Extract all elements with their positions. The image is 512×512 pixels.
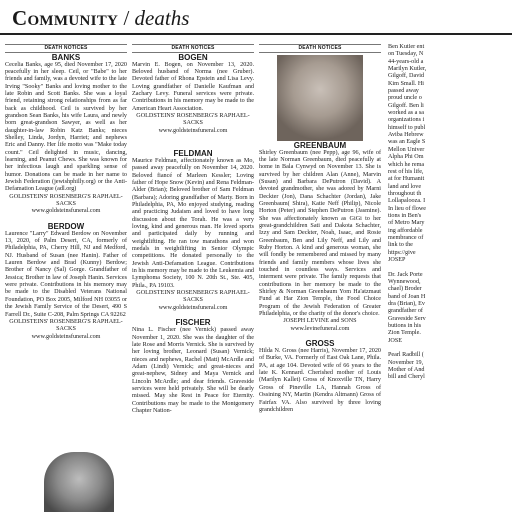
text-line: on Tuesday, N	[388, 51, 424, 58]
text-line: Wynnewood,	[388, 279, 421, 285]
column-4	[388, 44, 512, 382]
column-3	[259, 44, 381, 414]
text-line: passed away	[388, 88, 419, 95]
notice-name: BERDOW	[47, 221, 85, 231]
text-line: organizations i	[388, 117, 425, 124]
funeral-website: www.goldsteinsfuneral.com	[31, 208, 101, 215]
funeral-website: www.goldsteinsfuneral.com	[158, 127, 228, 134]
text-line: was an Eagle S	[388, 139, 426, 146]
text-line: grandfather of	[388, 308, 423, 315]
notice-name: GREENBAUM	[293, 140, 347, 150]
notice-name: FELDMAN	[173, 148, 213, 158]
text-line: chael) Broder	[388, 286, 422, 293]
text-line: Alpha Phi Om	[388, 154, 424, 161]
text-line: Graveside Serv	[388, 315, 426, 322]
text-line: In lieu of flowe	[388, 205, 427, 212]
notice-text-truncated	[388, 44, 512, 382]
text-line: Gilgoff, David	[388, 73, 425, 80]
text-line: JOSEP	[388, 256, 406, 263]
funeral-home: GOLDSTEINS' ROSENBERG'S RAPHAEL-SACKS	[136, 290, 250, 304]
text-line: membrance of	[388, 234, 424, 241]
text-line: Aviba Hebrew	[388, 132, 424, 139]
text-line: butions in his	[388, 323, 422, 330]
funeral-website: www.levinefuneral.com	[290, 325, 350, 332]
text-line: ing affordable	[388, 227, 423, 234]
text-line: Ben Kutler ent	[388, 44, 425, 50]
text-line: himself to publ	[388, 124, 426, 131]
text-line: proud uncle o	[388, 95, 422, 102]
notice-text: Laurence "Larry" Edward Berdow on November 13, 2020, of Palm Desert, CA, formerly of Philadelphia, PA, Cherry Hill, NJ and Medford, NJ. Husband of Susan (nee Hanin). Father of Lauren Berdow and Brad (Kunny) Berdow; Brother of Nancy (Sal) Gorge. Grandfather of Jessica; Brother in law of Joseph Hanin. Services were private. Contributions in his memory may be made to the Disabled Veterans National Foundation, PO Box 2005, Milford NH 03055 or the Jewish Family Service of the Desert, 490 S Farrell Dr., Suite C-208, Palm Springs CA 92262	[5, 230, 127, 318]
text-line: tions in Ben's	[388, 212, 422, 219]
text-line: https://give	[388, 249, 416, 256]
text-line: Pearl Radbill (	[388, 352, 424, 359]
notice-name: BANKS	[51, 52, 81, 62]
notice-text: Cecelia Banks, age 95, died November 17, 2020 peacefully in her sleep. Ceil, or "Babe" to her friends and family, was a devoted wife to the late Irving "Sooky" Banks and loving mother to the late Robin and Scott Banks. She was a loyal friend, retaining strong relationships from as far back as childhood. Ceil is survived by her grandson Sean Banks, his wife Laura, and newly born great-grandson Sawyer, as well as her daughter-in-law Robin Katz Banks; nieces Shelley, Linda, Jordyn, Harriet; and nephews Eric and Danny. Her life motto was "Make today count." Ceil delighted in music, dancing, learning, and Peanut Chews. She was known for her infectious laugh and sparkling sense of humor. Donations can be made in her name to Jewish Federation (jewishphilly.org) or the Anti-Defamation League (adl.org)	[5, 61, 127, 193]
death-notices-tag: DEATH NOTICES	[259, 44, 381, 53]
text-line: dra (Brian), Ev	[388, 301, 425, 308]
column-1	[5, 44, 127, 341]
funeral-home: GOLDSTEINS' ROSENBERG'S RAPHAEL-SACKS	[9, 193, 123, 208]
text-line: rest of his life,	[388, 168, 424, 175]
death-notices-tag: DEATH NOTICES	[132, 44, 254, 53]
text-line: Marilyn Kutler,	[388, 66, 427, 73]
column-2	[132, 44, 254, 415]
text-line: Dr. Jack Porte	[388, 271, 423, 278]
text-line: Kim Small. Hi	[388, 80, 424, 87]
text-line: Gilgoff. Ben li	[388, 102, 424, 109]
notice-text: Marvin E. Bogen, on November 13, 2020. Beloved husband of Norma (nee Gruber). Devoted father of Rhona Epstein and Lisa Levy. Loving grandfather of Danielle Kaufman and Zachary Levy. Funeral services were private. Contributions in his memory may be made to the American Heart Association.	[132, 61, 254, 112]
notice-text: Shirley Greenbaum (nee Pepp), age 96, wife of the late Norman Greenbaum, died peacefully at home in Bala Cynwyd on November 13. She is survived by her children Alan (Anne), Marvin (Susan) and Barbara DePutron (David). A devoted grandmother, she was adored by Marni Deckter (Jon), Dana Schachter (Jordan), Jake Greenbaum( Shira), Katie Neff (Philip), Nicole Horton (Peter) and Stephen DePutron (Jasmine). She was affectionately known as GiGi to her great-grandchildren Sati and Dakota Schachter, Izzy and Sam Deckter, Noah, Isaac, and Rosie Greenbaum, Ben and Lily Neff, and Lily and Ruby Horton. A kind and generous woman, she will fondly be remembered and missed by many friends and family members whose lives she touched in countless ways. Services and interment were private. The family requests that contributions in her memory be made to the Shirley & Norman Greenbaum Yom Ha'atzmaut Fund at Har Zion Temple, the Food Choice Program of the Jewish Federation of Greater Philadelphia, or the charity of the donor's choice.	[259, 149, 381, 318]
portrait-photo	[277, 55, 363, 141]
text-line: Zion Temple.	[388, 330, 421, 337]
text-line: Mother of And	[388, 367, 425, 374]
text-line: worked as a sa	[388, 110, 424, 117]
text-line: bill and Cheryl	[388, 374, 425, 381]
text-line: throughout th	[388, 190, 422, 197]
text-line: November 19,	[388, 359, 424, 366]
funeral-website: www.goldsteinsfuneral.com	[31, 333, 101, 340]
text-line: Lollapalooza. I	[388, 198, 426, 205]
text-line: Mellon Univer	[388, 146, 425, 153]
section-subtitle: deaths	[134, 6, 190, 30]
text-line: which he rema	[388, 161, 425, 168]
text-line: of Metro Mary	[388, 220, 425, 227]
notice-text: Maurice Feldman, affectionately known as Mo, passed away peacefully on November 14, 2020. Beloved fiancé of Marleen Kessler; Loving father of Hope Snow (Kevin) and Rena Feldman-Alder (Brian); Beloved brother of Sam Feldman (Barbara); Adoring grandfather of Marty. Born in Philadelphia, PA, Mo enjoyed studying, reading and practicing Judaism and loved to have long discussion about the Torah. He was a very loving, kind and generous man. He loved sports and participated daily by running and weightlifting. He ran tow marathons and won medals in weightlifting in Senior Olympic competitions. He donated personally to the Jewish Anti-Defamation League. Contributions in his memory may be made to the Leukemia and Lymphoma Society, 100 N. 20th St., Ste. 405, Phila., PA 19103.	[132, 157, 254, 289]
text-line: band of Joan H	[388, 293, 426, 300]
notice-text: Nina L. Fischer (nee Vernick) passed away November 1, 2020. She was the daughter of the late Rose and Morris Vernick. She is survived by her loving brother, Leonard (Susan) Vernick; nieces and nephews, Rachel (Matt) McArdle and Adam (Lindi) Vernick; and great-nieces and great-nephew, Sidney and Maya Vernick and Lincoln McArdle; and dear friends. Graveside services were held privately. She will be dearly missed. May she Rest in Peace for Eternity. Contributions may be made to the Montgomery Chapter Nation-	[132, 327, 254, 414]
section-header: Community / deaths	[12, 6, 190, 30]
section-title: Community	[12, 6, 119, 30]
notice-text: Hilda N. Gross (nee Harris), November 17, 2020 of Burke, VA. Formerly of East Oak Lane, Phila. PA, at age 104. Devoted wife of 66 years to the late K. Kennard. Cherished mother of Louis (Marilyn Kallet) Gross of Knoxville TN, Harry Gross of Pineville LA, Hannah Gross of Ossining NY, Martin (Kendra Altmann) Gross of Fairfax VA. Also survived by three loving grandchildren	[259, 348, 381, 413]
text-line: land and love	[388, 183, 422, 190]
portrait-photo	[44, 452, 114, 512]
funeral-home: GOLDSTEINS' ROSENBERG'S RAPHAEL-SACKS	[136, 112, 250, 127]
notice-name: FISCHER	[175, 318, 211, 328]
funeral-home: JOSEPH LEVINE and SONS	[283, 318, 357, 325]
text-line: 44-years-old a	[388, 58, 424, 65]
death-notices-tag: DEATH NOTICES	[5, 44, 127, 53]
funeral-home: GOLDSTEINS' ROSENBERG'S RAPHAEL-SACKS	[9, 318, 123, 333]
notice-name: GROSS	[305, 339, 335, 349]
header-rule	[0, 33, 512, 35]
text-line: JOSE	[388, 337, 402, 344]
text-line	[388, 264, 512, 271]
notice-name: BOGEN	[178, 52, 208, 62]
funeral-website: www.goldsteinsfuneral.com	[158, 304, 228, 311]
text-line: link to the	[388, 242, 413, 249]
text-line: at for Humanit	[388, 176, 425, 183]
